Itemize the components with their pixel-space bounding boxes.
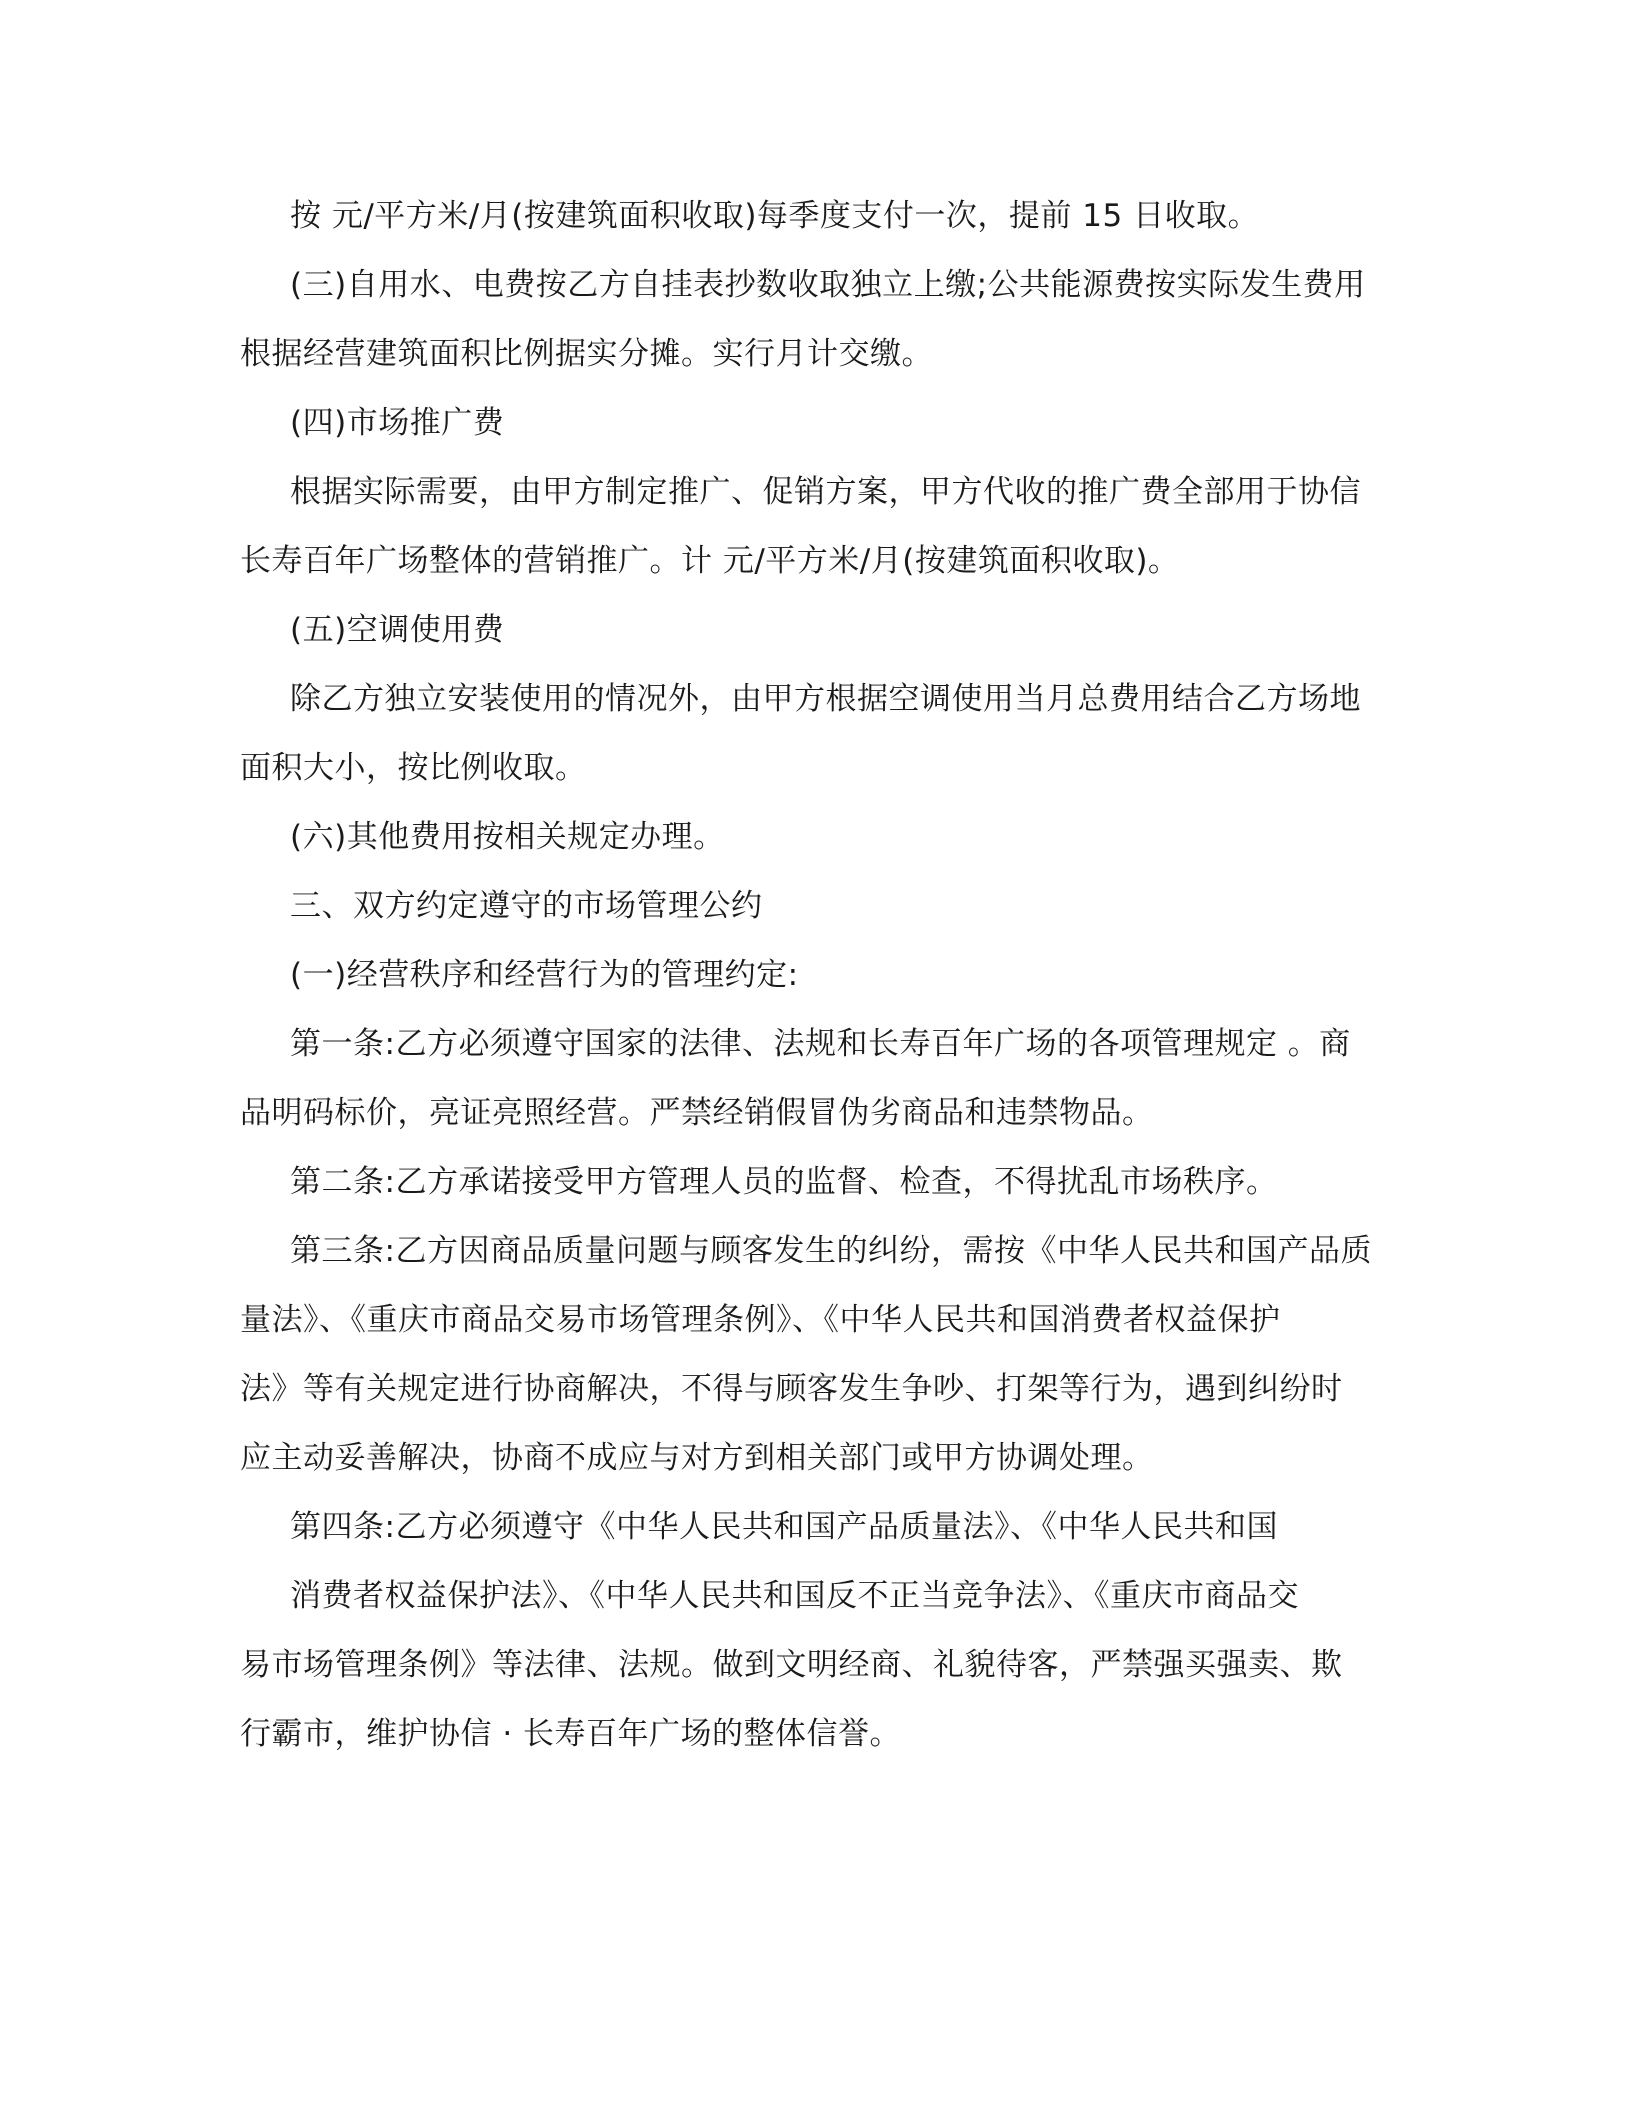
- text-line-3: 根据经营建筑面积比例据实分摊。实行月计交缴。: [240, 336, 933, 372]
- text-line-21: 消费者权益保护法》、《中华人民共和国反不正当竞争法》、《重庆市商品交: [290, 1578, 1299, 1614]
- text-line-15: 第二条:乙方承诺接受甲方管理人员的监督、检查，不得扰乱市场秩序。: [290, 1164, 1278, 1200]
- text-line-14: 品明码标价，亮证亮照经营。严禁经销假冒伪劣商品和违禁物品。: [240, 1095, 1154, 1131]
- text-line-6: 长寿百年广场整体的营销推广。计 元/平方米/月(按建筑面积收取)。: [240, 543, 1180, 579]
- text-line-23: 行霸市，维护协信 · 长寿百年广场的整体信誉。: [240, 1716, 902, 1752]
- text-line-10: (六)其他费用按相关规定办理。: [290, 819, 725, 855]
- text-line-4: (四)市场推广费: [290, 405, 505, 441]
- text-line-9: 面积大小，按比例收取。: [240, 750, 587, 786]
- text-line-8: 除乙方独立安装使用的情况外，由甲方根据空调使用当月总费用结合乙方场地: [290, 681, 1361, 717]
- text-line-22: 易市场管理条例》等法律、法规。做到文明经商、礼貌待客，严禁强买强卖、欺: [240, 1647, 1343, 1683]
- text-line-17: 量法》、《重庆市商品交易市场管理条例》、《中华人民共和国消费者权益保护: [240, 1302, 1281, 1338]
- text-line-19: 应主动妥善解决，协商不成应与对方到相关部门或甲方协调处理。: [240, 1440, 1154, 1476]
- text-line-1: 按 元/平方米/月(按建筑面积收取)每季度支付一次，提前 15 日收取。: [290, 198, 1260, 234]
- text-line-20: 第四条:乙方必须遵守《中华人民共和国产品质量法》、《中华人民共和国: [290, 1509, 1278, 1545]
- text-line-5: 根据实际需要，由甲方制定推广、促销方案，甲方代收的推广费全部用于协信: [290, 474, 1361, 510]
- text-line-18: 法》等有关规定进行协商解决，不得与顾客发生争吵、打架等行为，遇到纠纷时: [240, 1371, 1343, 1407]
- text-line-7: (五)空调使用费: [290, 612, 505, 648]
- text-line-13: 第一条:乙方必须遵守国家的法律、法规和长寿百年广场的各项管理规定 。商: [290, 1026, 1351, 1062]
- text-line-16: 第三条:乙方因商品质量问题与顾客发生的纠纷，需按《中华人民共和国产品质: [290, 1233, 1372, 1269]
- text-line-2: (三)自用水、电费按乙方自挂表抄数收取独立上缴;公共能源费按实际发生费用: [290, 267, 1366, 303]
- text-line-11: 三、双方约定遵守的市场管理公约: [290, 888, 763, 924]
- text-line-12: (一)经营秩序和经营行为的管理约定:: [290, 957, 799, 993]
